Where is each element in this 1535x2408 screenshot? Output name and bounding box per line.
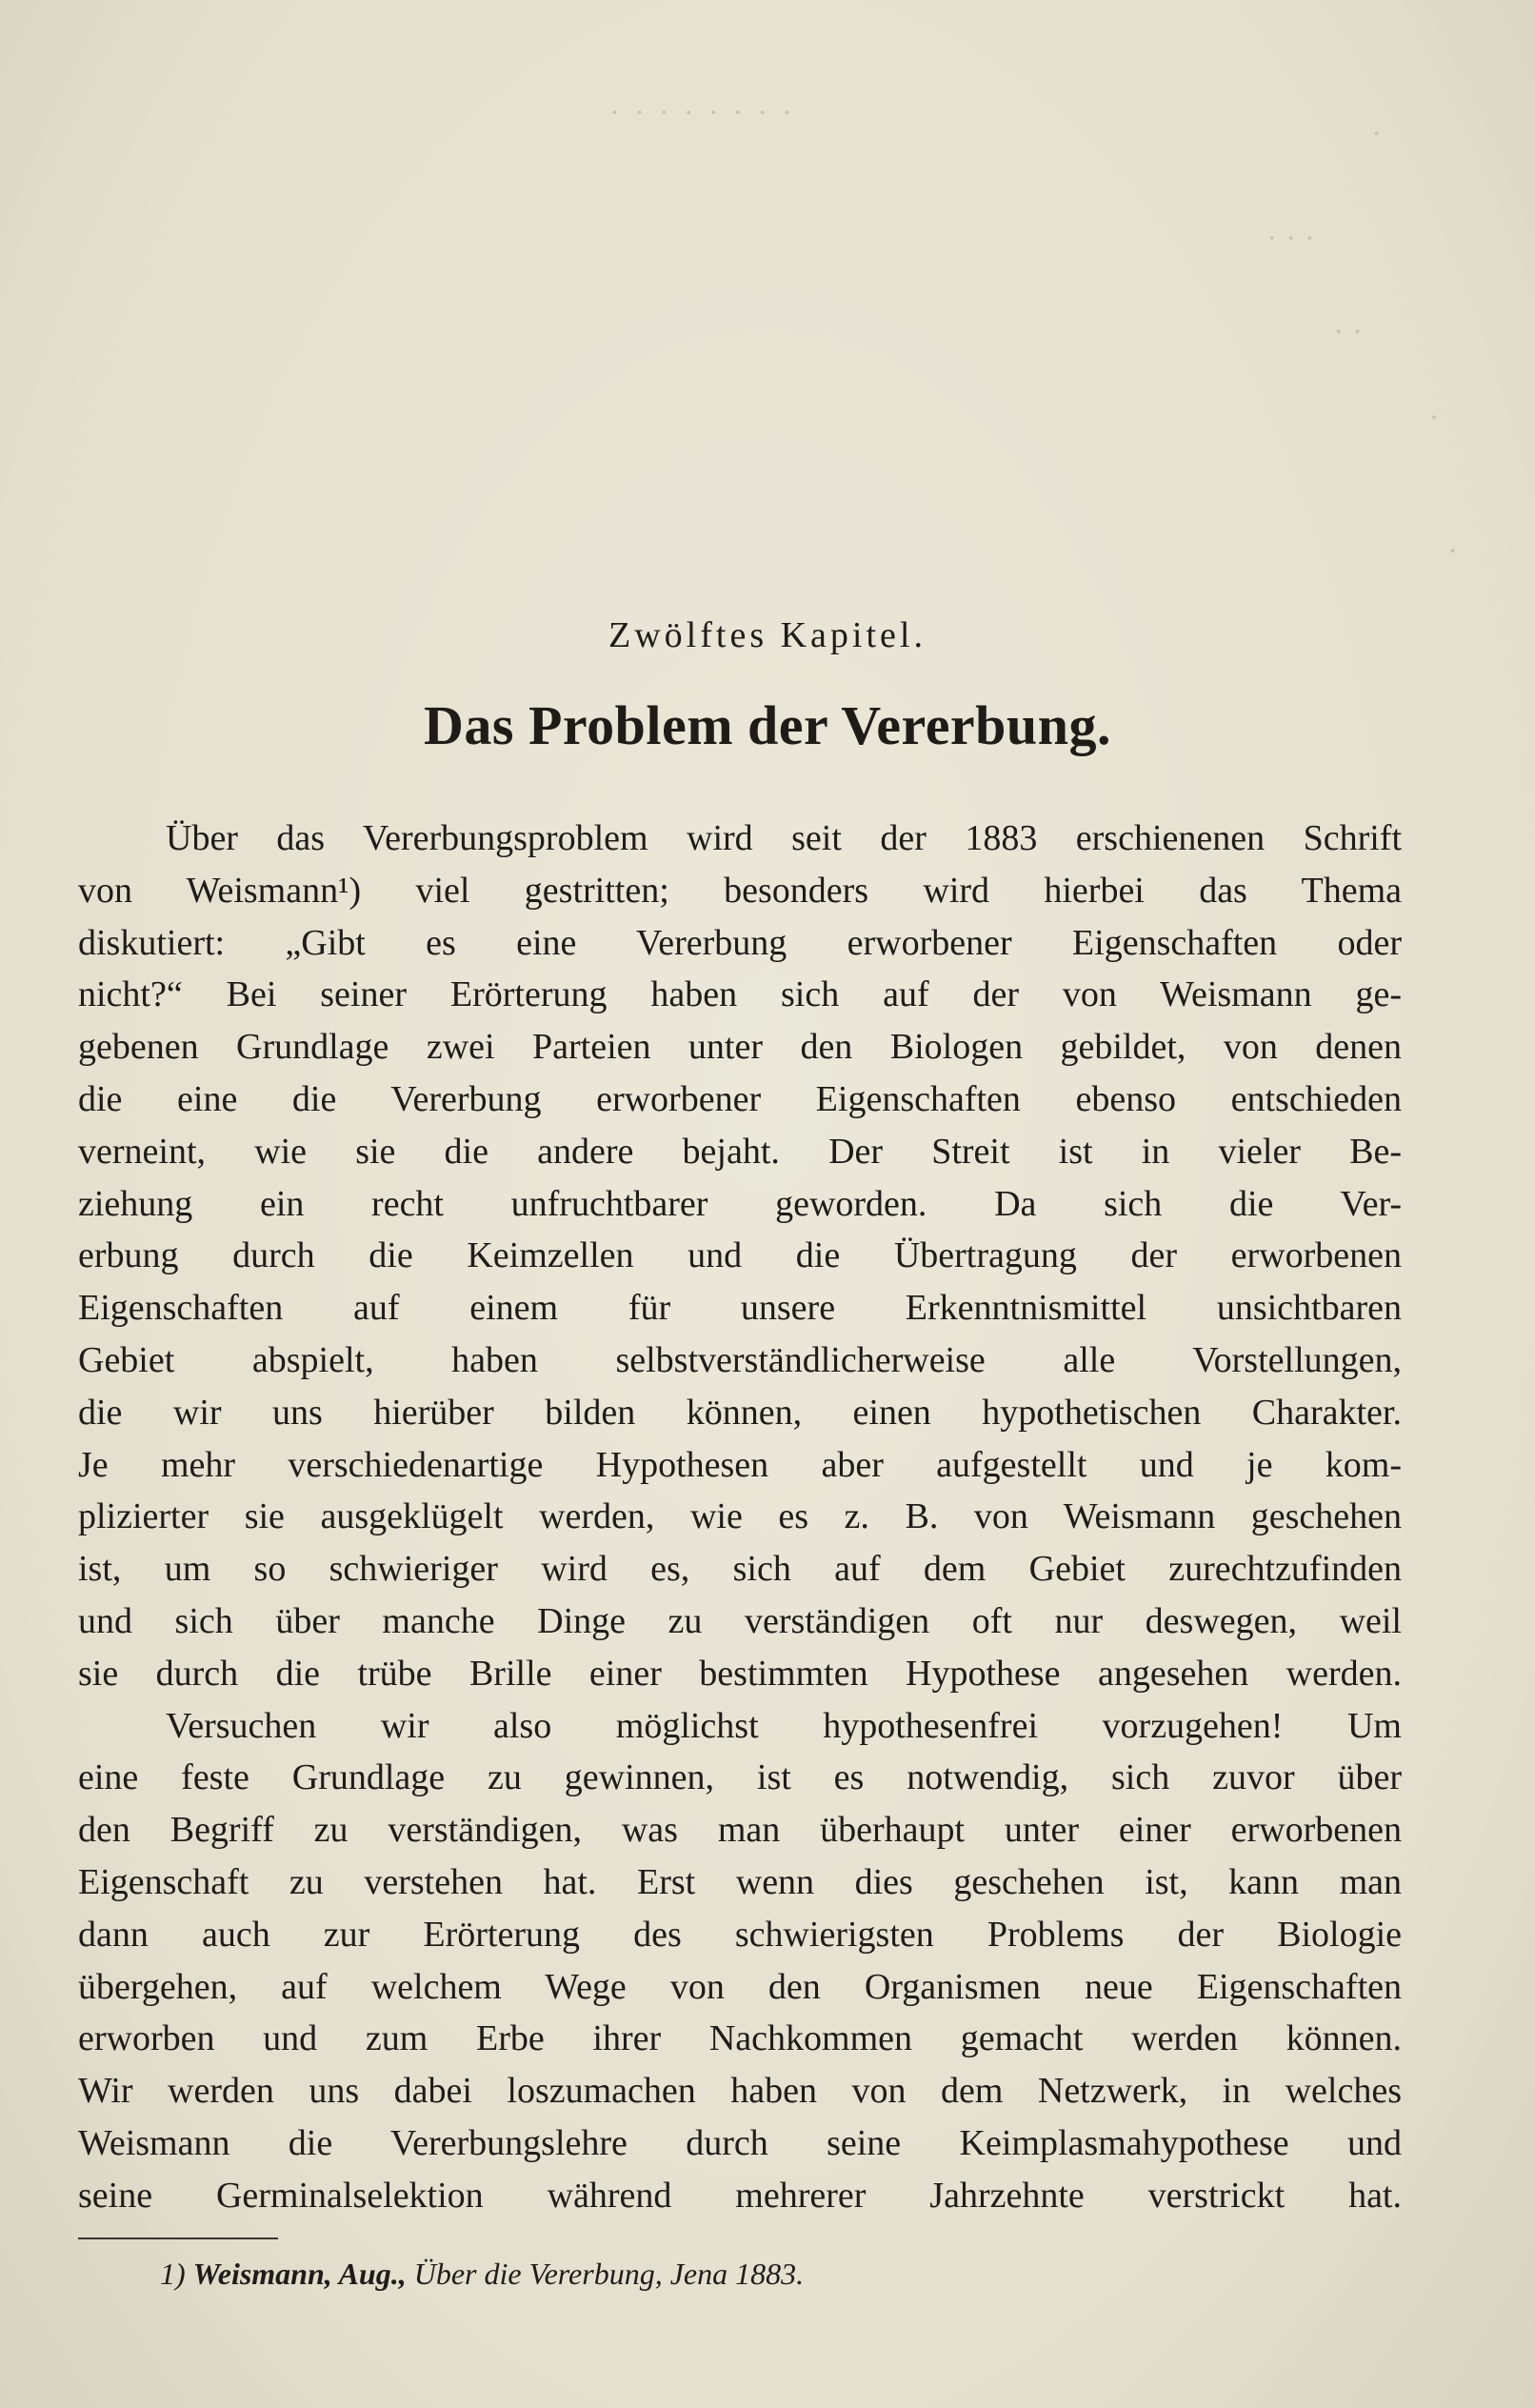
- chapter-title: Das Problem der Vererbung.: [424, 694, 1111, 756]
- show-through-text: · · · · · · · ·: [609, 95, 796, 130]
- footnote-work: Über die Vererbung, Jena 1883.: [413, 2257, 805, 2291]
- text-line: Eigenschaft zu verstehen hat. Erst wenn dies geschehen ist, kann man: [78, 1861, 1402, 1902]
- text-line: Versuchen wir also möglichst hypothesenfrei vorzugehen! Um: [166, 1705, 1402, 1746]
- show-through-text: ·: [1447, 533, 1459, 569]
- text-line: von Weismann¹) viel gestritten; besonders wird hierbei das Thema: [78, 870, 1402, 911]
- text-line: verneint, wie sie die andere bejaht. Der Streit ist in vieler Be-: [78, 1131, 1402, 1172]
- show-through-text: · · ·: [1266, 221, 1315, 256]
- text-line: ist, um so schwieriger wird es, sich auf dem Gebiet zurechtzufinden: [78, 1549, 1402, 1590]
- footnote: [160, 2257, 804, 2292]
- text-line: diskutiert: „Gibt es eine Vererbung erworbener Eigenschaften oder: [78, 922, 1402, 963]
- text-line: plizierter sie ausgeklügelt werden, wie es z. B. von Weismann geschehen: [78, 1496, 1402, 1537]
- text-line: Je mehr verschiedenartige Hypothesen aber aufgestellt und je kom-: [78, 1444, 1402, 1485]
- text-line: erbung durch die Keimzellen und die Übertragung der erworbenen: [78, 1235, 1402, 1276]
- text-line: und sich über manche Dinge zu verständigen oft nur deswegen, weil: [78, 1600, 1402, 1641]
- text-line: seine Germinalselektion während mehrerer Jahrzehnte verstrickt hat.: [78, 2175, 1402, 2216]
- footnote-divider: [78, 2237, 278, 2239]
- text-line: übergehen, auf welchem Wege von den Organismen neue Eigenschaften: [78, 1966, 1402, 2007]
- show-through-text: ·: [1428, 400, 1440, 435]
- chapter-label: Zwölftes Kapitel.: [608, 615, 927, 655]
- text-line: Eigenschaften auf einem für unsere Erkenntnismittel unsichtbaren: [78, 1288, 1402, 1329]
- body-text: [78, 813, 1402, 2222]
- text-line: nicht?“ Bei seiner Erörterung haben sich auf der von Weismann ge-: [78, 974, 1402, 1015]
- text-line: die wir uns hierüber bilden können, einen hypothetischen Charakter.: [78, 1392, 1402, 1433]
- text-line: gebenen Grundlage zwei Parteien unter den Biologen gebildet, von denen: [78, 1027, 1402, 1068]
- footnote-author: Weismann, Aug.,: [192, 2257, 407, 2291]
- text-line: Wir werden uns dabei loszumachen haben von dem Netzwerk, in welches: [78, 2071, 1402, 2112]
- text-line: eine feste Grundlage zu gewinnen, ist es notwendig, sich zuvor über: [78, 1757, 1402, 1798]
- show-through-text: ·: [1371, 116, 1383, 151]
- text-line: Weismann die Vererbungslehre durch seine Keimplasmahypothese und: [78, 2122, 1402, 2163]
- text-line: den Begriff zu verständigen, was man überhaupt unter einer erworbenen: [78, 1810, 1402, 1851]
- text-line: Gebiet abspielt, haben selbstverständlicherweise alle Vorstellungen,: [78, 1339, 1402, 1380]
- text-line: erworben und zum Erbe ihrer Nachkommen gemacht werden können.: [78, 2018, 1402, 2059]
- text-line: dann auch zur Erörterung des schwierigsten Problems der Biologie: [78, 1914, 1402, 1955]
- text-line: Über das Vererbungsproblem wird seit der 1883 erschienenen Schrift: [166, 818, 1402, 858]
- footnote-marker: 1): [160, 2257, 186, 2291]
- text-line: die eine die Vererbung erworbener Eigenschaften ebenso entschieden: [78, 1078, 1402, 1119]
- text-line: sie durch die trübe Brille einer bestimmten Hypothese angesehen werden.: [78, 1653, 1402, 1694]
- text-line: ziehung ein recht unfruchtbarer geworden. Da sich die Ver-: [78, 1183, 1402, 1224]
- show-through-text: · ·: [1333, 314, 1364, 350]
